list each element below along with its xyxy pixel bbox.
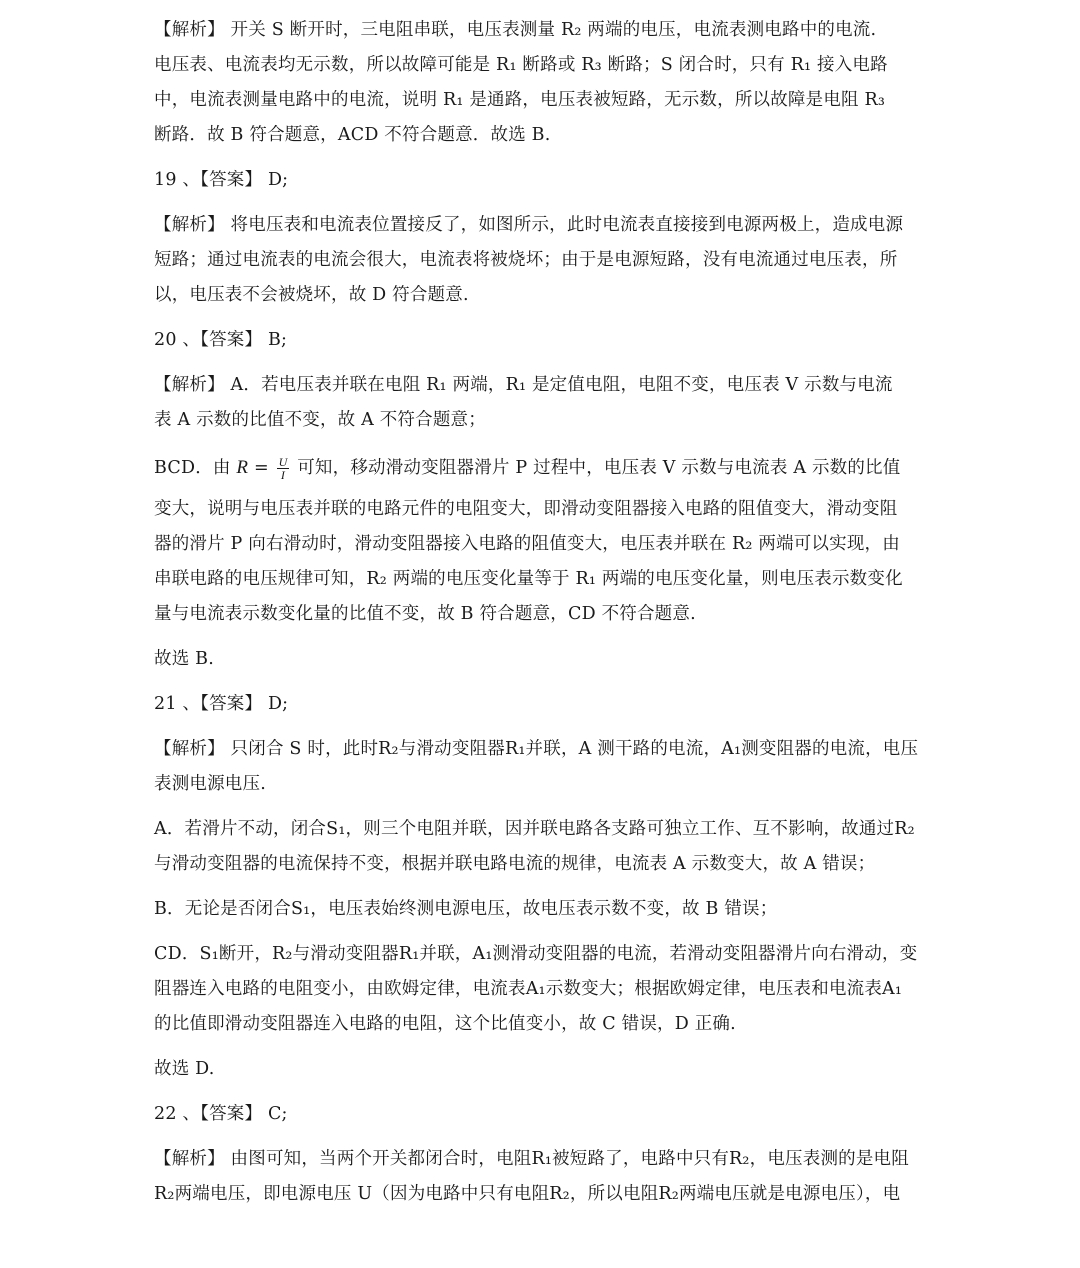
- analysis-18-line-2: 电压表、电流表均无示数，所以故障可能是 R₁ 断路或 R₃ 断路；S 闭合时，只有 R₁ 接入电路: [154, 55, 888, 75]
- analysis-20-line-5: 器的滑片 P 向右滑动时，滑动变阻器接入电路的阻值变大，电压表并联在 R₂ 两端可以实现，由: [154, 534, 900, 554]
- analysis-21-cd-line-1: CD．S₁断开，R₂与滑动变阻器R₁并联，A₁测滑动变阻器的电流，若滑动变阻器滑片向右滑动，变: [154, 944, 918, 964]
- answer-21: 21 、【答案】 D;: [154, 694, 289, 714]
- formula-r: R: [236, 457, 249, 478]
- analysis-20-line-7: 量与电流表示数变化量的比值不变，故 B 符合题意，CD 不符合题意.: [154, 604, 696, 624]
- answer-19: 19 、【答案】 D;: [154, 170, 289, 190]
- analysis-22-line-1: 【解析】 由图可知，当两个开关都闭合时，电阻R₁被短路了，电路中只有R₂，电压表测的是电阻: [154, 1149, 909, 1169]
- formula-equals: =: [248, 458, 275, 478]
- analysis-19-line-3: 以，电压表不会被烧坏，故 D 符合题意.: [154, 285, 469, 305]
- analysis-18-line-4: 断路．故 B 符合题意，ACD 不符合题意．故选 B.: [154, 125, 551, 145]
- analysis-21-b-line: B．无论是否闭合S₁，电压表始终测电源电压，故电压表示数不变，故 B 错误；: [154, 899, 778, 919]
- analysis-20-line-4: 变大，说明与电压表并联的电路元件的电阻变大，即滑动变阻器接入电路的阻值变大，滑动变阻: [154, 499, 898, 519]
- bcd-prefix: BCD．由: [154, 458, 237, 478]
- formula-fraction: [277, 456, 290, 481]
- analysis-20-line-6: 串联电路的电压规律可知，R₂ 两端的电压变化量等于 R₁ 两端的电压变化量，则电压表示数变化: [154, 569, 903, 589]
- conclusion-20: 故选 B.: [154, 649, 214, 669]
- analysis-20-line-1: 【解析】 A．若电压表并联在电阻 R₁ 两端，R₁ 是定值电阻，电阻不变，电压表 V 示数与电流: [154, 375, 893, 395]
- analysis-18-line-3: 中，电流表测量电路中的电流，说明 R₁ 是通路，电压表被短路，无示数，所以故障是电阻 R₃: [154, 90, 886, 110]
- analysis-21-cd-line-2: 阻器连入电路的电阻变小，由欧姆定律，电流表A₁示数变大；根据欧姆定律，电压表和电流表A₁: [154, 979, 903, 999]
- analysis-18-line-1: 【解析】 开关 S 断开时，三电阻串联，电压表测量 R₂ 两端的电压，电流表测电路中的电流.: [154, 20, 877, 40]
- analysis-20-bcd-line: [154, 456, 934, 481]
- bcd-suffix: 可知，移动滑动变阻器滑片 P 过程中，电压表 V 示数与电流表 A 示数的比值: [291, 458, 901, 478]
- answer-20: 20 、【答案】 B;: [154, 330, 288, 350]
- analysis-21-line-1: 【解析】 只闭合 S 时，此时R₂与滑动变阻器R₁并联，A 测干路的电流，A₁测变阻器的电流，电压: [154, 739, 919, 759]
- fraction-numerator: U: [278, 455, 288, 469]
- analysis-21-line-2: 表测电源电压.: [154, 774, 266, 794]
- conclusion-21: 故选 D.: [154, 1059, 215, 1079]
- analysis-21-cd-line-3: 的比值即滑动变阻器连入电路的电阻，这个比值变小，故 C 错误，D 正确.: [154, 1014, 736, 1034]
- analysis-21-a-line-1: A．若滑片不动，闭合S₁，则三个电阻并联，因并联电路各支路可独立工作、互不影响，故通过R₂: [154, 819, 915, 839]
- analysis-19-line-2: 短路；通过电流表的电流会很大，电流表将被烧坏；由于是电源短路，没有电流通过电压表，所: [154, 250, 898, 270]
- analysis-22-line-2: R₂两端电压，即电源电压 U（因为电路中只有电阻R₂，所以电阻R₂两端电压就是电源电压），电: [154, 1184, 901, 1204]
- fraction-denominator: I: [280, 468, 286, 482]
- answer-22: 22 、【答案】 C;: [154, 1104, 288, 1124]
- analysis-19-line-1: 【解析】 将电压表和电流表位置接反了，如图所示，此时电流表直接接到电源两极上，造成电源: [154, 215, 904, 235]
- analysis-21-a-line-2: 与滑动变阻器的电流保持不变，根据并联电路电流的规律，电流表 A 示数变大，故 A 错误；: [154, 854, 876, 874]
- analysis-20-line-2: 表 A 示数的比值不变，故 A 不符合题意；: [154, 410, 486, 430]
